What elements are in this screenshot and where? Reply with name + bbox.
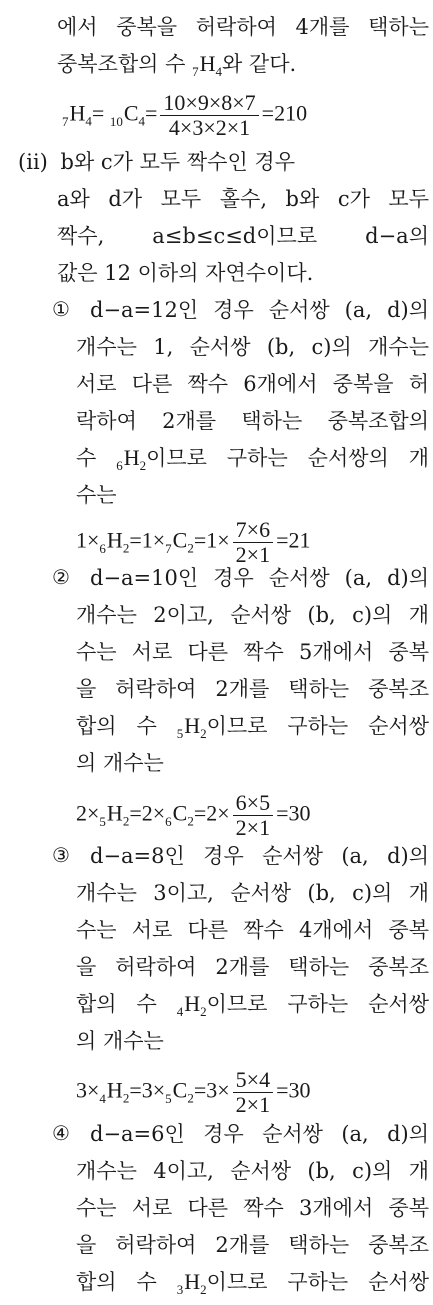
sub-2-denominator: 2×1 — [235, 815, 271, 840]
sub-1-h-notation — [116, 445, 147, 473]
sub-2-eq-b-c: C — [172, 800, 188, 826]
sub-3-eq-a-h: H — [106, 1077, 123, 1103]
sub-4-line-4: 을 허락하여 2개를 택하는 중복조 — [76, 1233, 429, 1257]
sub-3-line-1: d−a=8인 경우 순서쌍 (a, d)의 — [90, 844, 429, 868]
sub-3-numerator: 5×4 — [233, 1068, 273, 1093]
sub-4-h-notation — [176, 1269, 207, 1297]
sub-2-line-2: 개수는 2이고, 순서쌍 (b, c)의 개 — [76, 603, 429, 627]
sub-2-eq-a-sub: 2 — [122, 813, 130, 829]
sub-1-fraction — [233, 518, 273, 567]
eq0-mid-sub: 4 — [138, 113, 145, 129]
intro-line-2-tail: 와 같다. — [221, 52, 297, 76]
sub-3-denominator: 2×1 — [235, 1092, 271, 1117]
sub-2-line-4: 을 허락하여 2개를 택하는 중복조 — [76, 677, 429, 701]
sub-1-marker: ① — [52, 297, 70, 321]
case-2-line-1: a와 d가 모두 홀수, b와 c가 모두 — [57, 187, 429, 211]
sub-2-eq-b-sub: 2 — [187, 813, 194, 829]
sub-4-marker: ④ — [52, 1121, 70, 1145]
case-2-heading — [18, 147, 429, 177]
sub-3-line-5 — [76, 989, 429, 1027]
intro-h-sub: 4 — [215, 64, 222, 79]
sub-3-eq-c: =3× — [193, 1077, 230, 1103]
sub-4-h-letter: H — [184, 1269, 201, 1294]
sub-1-eq-b-pre: 7 — [165, 540, 172, 556]
case-2-line-2: 짝수, a≤b≤c≤d이므로 d−a의 — [57, 224, 429, 248]
sub-1-h-letter: H — [123, 445, 140, 470]
sub-4-line-3: 수는 서로 다른 짝수 3개에서 중복 — [76, 1196, 429, 1220]
sub-2-h-sub: 2 — [200, 726, 207, 741]
sub-1-numerator: 7×6 — [233, 518, 273, 543]
sub-2-line-5 — [76, 711, 429, 749]
sub-1-line-4: 락하여 2개를 택하는 중복조합의 — [76, 409, 429, 433]
sub-4-line-2: 개수는 4이고, 순서쌍 (b, c)의 개 — [76, 1159, 429, 1183]
sub-3-line-2: 개수는 3이고, 순서쌍 (b, c)의 개 — [76, 881, 429, 905]
sub-1-denominator: 2×1 — [235, 542, 271, 567]
sub-3-line-3: 수는 서로 다른 짝수 4개에서 중복 — [76, 918, 429, 942]
eq0-eq1: = — [91, 100, 110, 126]
sub-1-line-5-tail: 이므로 구하는 순서쌍의 개 — [146, 446, 430, 470]
sub-2-eq-b: =2× — [129, 800, 166, 826]
sub-1-h-sub: 2 — [139, 458, 147, 473]
sub-1-result: =21 — [276, 527, 311, 553]
sub-1-line-2: 개수는 1, 순서쌍 (b, c)의 개수는 — [76, 335, 429, 359]
sub-4-line-1: d−a=6인 경우 순서쌍 (a, d)의 — [90, 1122, 429, 1146]
case-2-label: (ⅱ) — [18, 150, 48, 174]
sub-2-line-5-text: 합의 수 — [76, 714, 177, 738]
sub-3-h-pre: 4 — [176, 1004, 184, 1019]
sub-4-h-sub: 2 — [200, 1282, 207, 1297]
sub-3-eq-b-sub: 2 — [187, 1090, 194, 1106]
sub-1-equation — [76, 518, 311, 567]
sub-3-eq-a-sub: 2 — [122, 1090, 130, 1106]
sub-3-result: =30 — [276, 1077, 311, 1103]
sub-2-eq-a-h: H — [106, 800, 123, 826]
sub-3-eq-b-c: C — [172, 1077, 188, 1103]
sub-1-eq-a-h: H — [106, 527, 123, 553]
case-2-line-3: 값은 12 이하의 자연수이다. — [57, 261, 314, 285]
intro-h-letter: H — [199, 51, 216, 76]
sub-1-eq-a-pre: 6 — [99, 540, 106, 556]
sub-1-line-5 — [76, 443, 429, 481]
sub-3-line-5-text: 합의 수 — [76, 992, 177, 1016]
sub-2-eq-a-pre: 5 — [99, 813, 106, 829]
sub-1-line-5-text: 수 — [76, 446, 117, 470]
eq0-result: =210 — [261, 100, 308, 126]
sub-2-marker: ② — [52, 565, 70, 589]
sub-2-line-6: 의 개수는 — [76, 751, 164, 775]
eq0-lhs-h: H — [69, 100, 86, 126]
eq0-denominator: 4×3×2×1 — [168, 115, 251, 140]
eq0-mid-c: C — [123, 100, 139, 126]
sub-1-eq-b: =1× — [129, 527, 166, 553]
sub-4-line-5-tail: 이므로 구하는 순서쌍 — [206, 1270, 429, 1294]
eq0-eq2: = — [145, 100, 158, 126]
sub-3-eq-a: 3× — [76, 1077, 100, 1103]
sub-3-line-4: 을 허락하여 2개를 택하는 중복조 — [76, 955, 429, 979]
intro-h-pre: 7 — [192, 64, 199, 79]
equation-main — [62, 91, 307, 140]
sub-2-equation — [76, 791, 311, 840]
sub-2-h-letter: H — [184, 713, 201, 738]
sub-2-eq-c: =2× — [193, 800, 230, 826]
sub-1-eq-b-c: C — [172, 527, 188, 553]
sub-1-eq-a: 1× — [76, 527, 100, 553]
sub-4-h-pre: 3 — [176, 1282, 184, 1297]
sub-1-eq-c: =1× — [193, 527, 230, 553]
eq0-lhs-sub: 4 — [85, 113, 92, 129]
sub-2-result: =30 — [276, 800, 311, 826]
intro-line-1: 에서 중복을 허락하여 4개를 택하는 — [57, 15, 429, 39]
sub-2-line-1: d−a=10인 경우 순서쌍 (a, d)의 — [90, 566, 429, 590]
sub-1-line-6: 수는 — [76, 483, 117, 507]
sub-3-eq-b: =3× — [129, 1077, 166, 1103]
eq0-lhs-pre: 7 — [62, 113, 69, 129]
sub-3-eq-b-pre: 5 — [165, 1090, 172, 1106]
sub-3-h-notation — [176, 991, 207, 1019]
sub-1-h-pre: 6 — [116, 458, 123, 473]
intro-line-2-text: 중복조합의 수 — [57, 52, 193, 76]
eq0-mid-pre: 10 — [109, 113, 123, 129]
sub-2-numerator: 6×5 — [233, 791, 273, 816]
eq0-numerator: 10×9×8×7 — [160, 91, 258, 116]
sub-2-line-3: 수는 서로 다른 짝수 5개에서 중복 — [76, 640, 429, 664]
sub-2-h-pre: 5 — [176, 726, 184, 741]
case-2-title: b와 c가 모두 짝수인 경우 — [60, 150, 295, 174]
intro-line-2 — [57, 49, 429, 87]
sub-1-eq-a-sub: 2 — [122, 540, 130, 556]
sub-2-eq-a: 2× — [76, 800, 100, 826]
sub-2-h-notation — [176, 713, 207, 741]
sub-3-eq-a-pre: 4 — [99, 1090, 106, 1106]
sub-3-line-5-tail: 이므로 구하는 순서쌍 — [206, 992, 429, 1016]
sub-3-line-6: 의 개수는 — [76, 1029, 164, 1053]
sub-3-marker: ③ — [52, 843, 70, 867]
sub-1-line-3: 서로 다른 짝수 6개에서 중복을 허 — [76, 372, 429, 396]
sub-2-eq-b-pre: 6 — [165, 813, 172, 829]
sub-1-eq-b-sub: 2 — [187, 540, 194, 556]
sub-3-fraction — [233, 1068, 273, 1117]
sub-4-line-5-text: 합의 수 — [76, 1270, 177, 1294]
sub-1-line-1: d−a=12인 경우 순서쌍 (a, d)의 — [90, 298, 429, 322]
sub-2-line-5-tail: 이므로 구하는 순서쌍 — [206, 714, 429, 738]
sub-3-h-sub: 2 — [200, 1004, 207, 1019]
sub-2-fraction — [233, 791, 273, 840]
sub-3-equation — [76, 1068, 311, 1117]
sub-3-h-letter: H — [184, 991, 201, 1016]
eq0-fraction — [160, 91, 258, 140]
sub-4-line-5 — [76, 1267, 429, 1305]
intro-h-notation — [192, 51, 222, 79]
